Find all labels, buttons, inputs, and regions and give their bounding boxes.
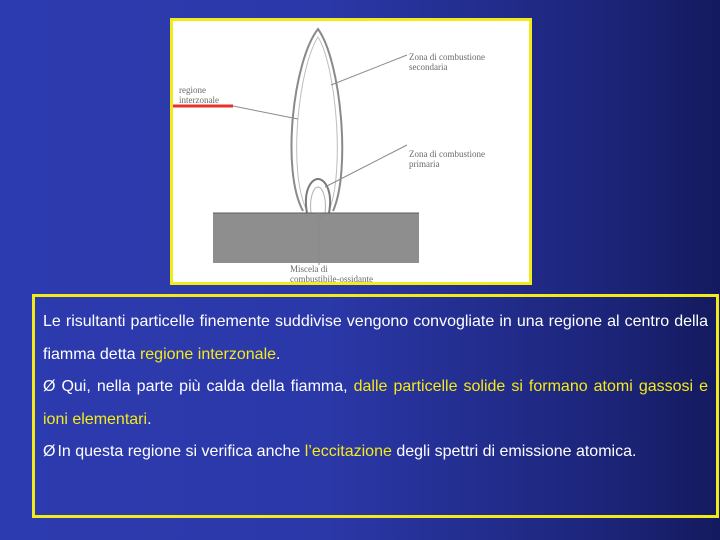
burner-head xyxy=(213,213,419,263)
label-mixture: Miscela di combustibile-ossidante xyxy=(290,264,373,284)
label-secondary-zone: Zona di combustione secondaria xyxy=(409,52,485,72)
paragraph-excitation: Ø In questa regione si verifica anche l’eccitazione degli spettri di emissione atomica. xyxy=(43,436,708,469)
flame-diagram-figure xyxy=(170,18,532,285)
label-primary-zone: Zona di combustione primaria xyxy=(409,149,485,169)
bullet-arrow-icon: Ø xyxy=(43,378,56,395)
primary-zone-inner xyxy=(311,187,326,213)
explanation-text-box xyxy=(32,294,719,518)
leader-interzonal xyxy=(233,106,298,119)
paragraph-atomization: Ø Qui, nella parte più calda della fiamma, dalle particelle solide si formano atomi gassosi e ioni elementari. xyxy=(43,371,708,436)
primary-zone-outline xyxy=(306,179,330,213)
label-interzonal: regione interzonale xyxy=(179,85,219,105)
leader-secondary xyxy=(331,55,407,85)
paragraph-interzonal: Le risultanti particelle finemente suddivise vengono convogliate in una regione al centro della fiamma detta regione interzonale. xyxy=(43,313,708,363)
bullet-arrow-icon: Ø xyxy=(43,443,56,460)
